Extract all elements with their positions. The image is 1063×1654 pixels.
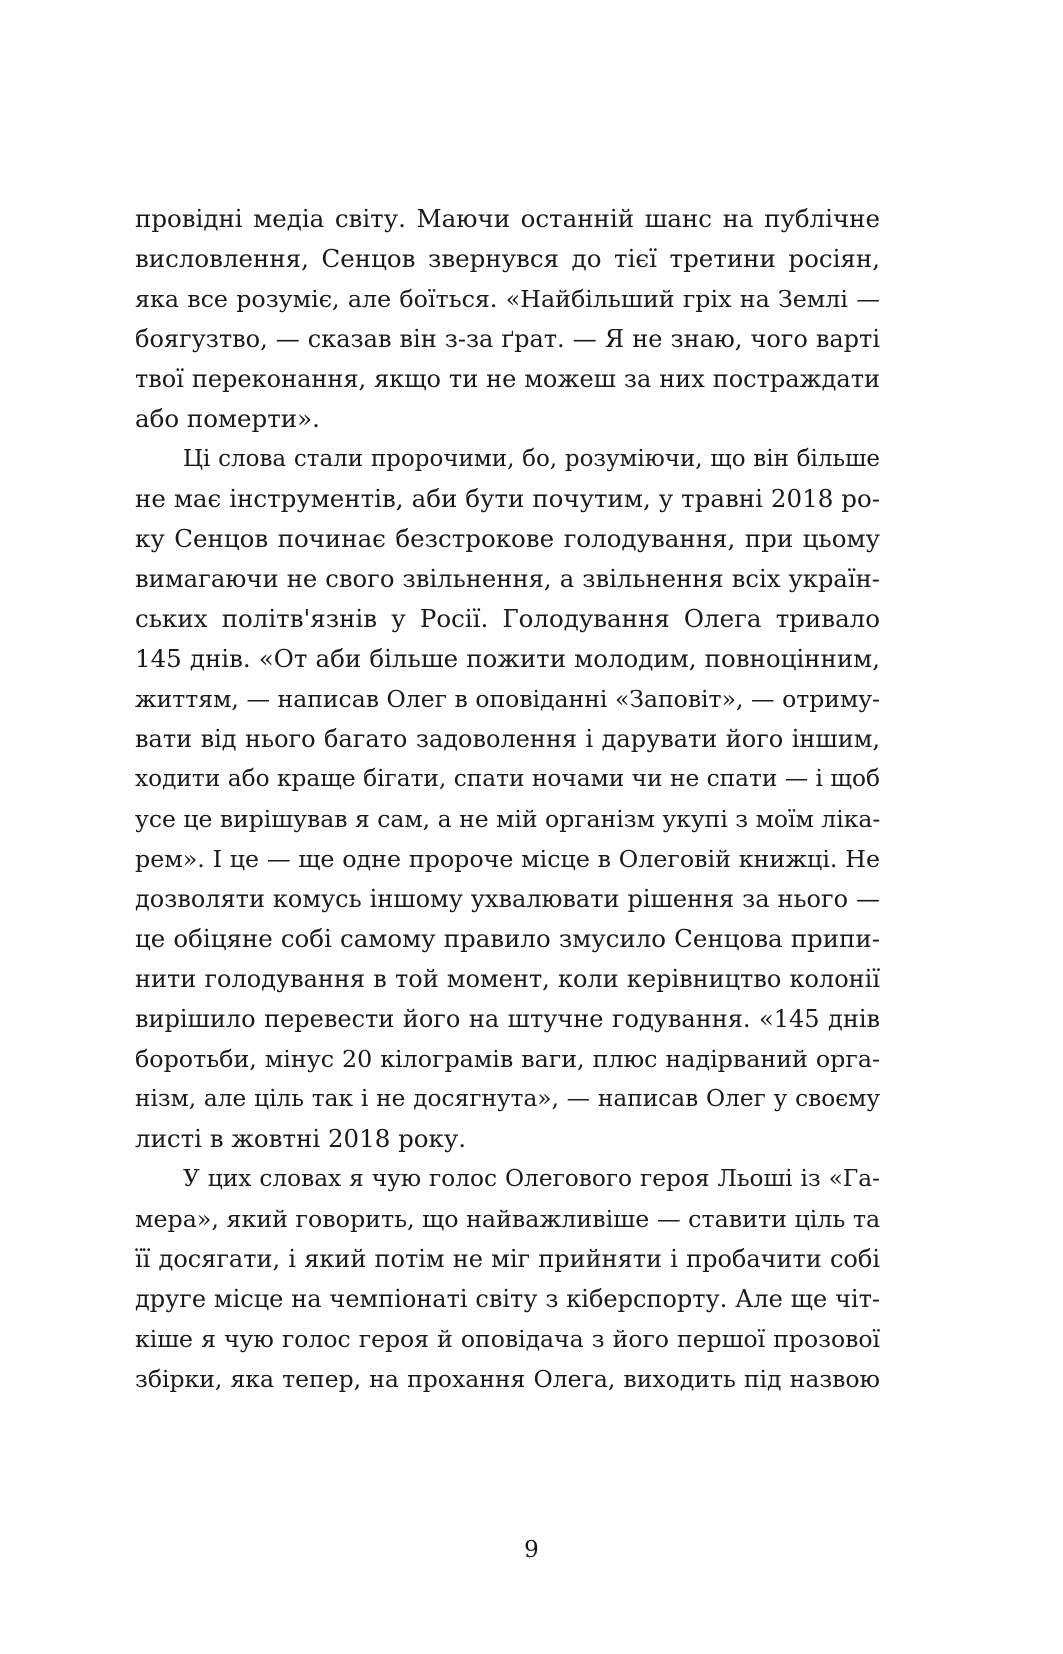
text-line: рем». І це — ще одне пророче місце в Олеговій книжці. Не [135,845,880,873]
text-line: збірки, яка тепер, на прохання Олега, виходить під назвою [135,1365,880,1393]
text-line: У цих словах я чую голос Олегового героя Льоші із «Га- [183,1165,880,1192]
body-text [135,199,880,1399]
text-line: 145 днів. «От аби більше пожити молодим, повноцінним, [135,644,880,673]
text-line: друге місце на чемпіонаті світу з кіберспорту. Але ще чіт- [135,1285,880,1313]
text-line: мера», який говорить, що найважливіше — ставити ціль та [135,1205,881,1233]
text-line: нізм, але ціль так і не досягнута», — написав Олег у своєму [135,1085,880,1112]
text-line: кіше я чую голос героя й оповідача з його першої прозової [135,1325,880,1353]
text-line: вимагаючи не свого звільнення, а звільнення всіх україн- [135,564,880,593]
text-line: Ці слова стали пророчими, бо, розуміючи, що він більше [183,446,880,472]
text-line: боротьби, мінус 20 кілограмів ваги, плюс надірваний орга- [135,1045,880,1073]
text-line: вирішило перевести його на штучне годування. «145 днів [135,1005,880,1033]
text-line: боягузтво, — сказав він з-за ґрат. — Я не знаю, чого варті [135,325,880,353]
text-line: це обіцяне собі самому правило змусило Сенцова припи- [135,924,880,953]
paragraph [135,199,880,439]
text-line: ку Сенцов починає безстрокове голодування, при цьому [135,524,880,553]
text-line: нити голодування в той момент, коли керівництво колонії [135,965,880,993]
text-line: провідні медіа світу. Маючи останній шанс на публічне [135,204,880,233]
text-line: вати від нього багато задоволення і дарувати його іншим, [135,725,880,753]
page-number: 9 [524,1537,539,1563]
text-line: не має інструментів, аби бути почутим, у травні 2018 ро- [135,484,880,513]
text-line: її досягати, і який потім не міг прийняти і пробачити собі [135,1245,880,1273]
text-line: листі в жовтні 2018 року. [135,1124,467,1153]
text-line: або померти». [135,404,320,433]
paragraph [135,439,880,1159]
text-line: життям, — написав Олег в оповіданні «Заповіт», — отриму- [135,685,880,713]
text-line: ських політв'язнів у Росії. Голодування Олега тривало [135,604,880,633]
text-line: усе це вирішував я сам, а не мій організм укупі з моїм ліка- [135,805,881,833]
text-line: яка все розуміє, але боїться. «Найбільший гріх на Землі — [135,285,880,313]
text-line: ходити або краще бігати, спати ночами чи не спати — і щоб [135,765,880,792]
paragraph [135,1159,880,1399]
text-line: твої переконання, якщо ти не можеш за них постраждати [135,365,880,393]
text-line: висловлення, Сенцов звернувся до тієї третини росіян, [135,244,880,273]
text-line: дозволяти комусь іншому ухвалювати рішення за нього — [135,885,880,913]
